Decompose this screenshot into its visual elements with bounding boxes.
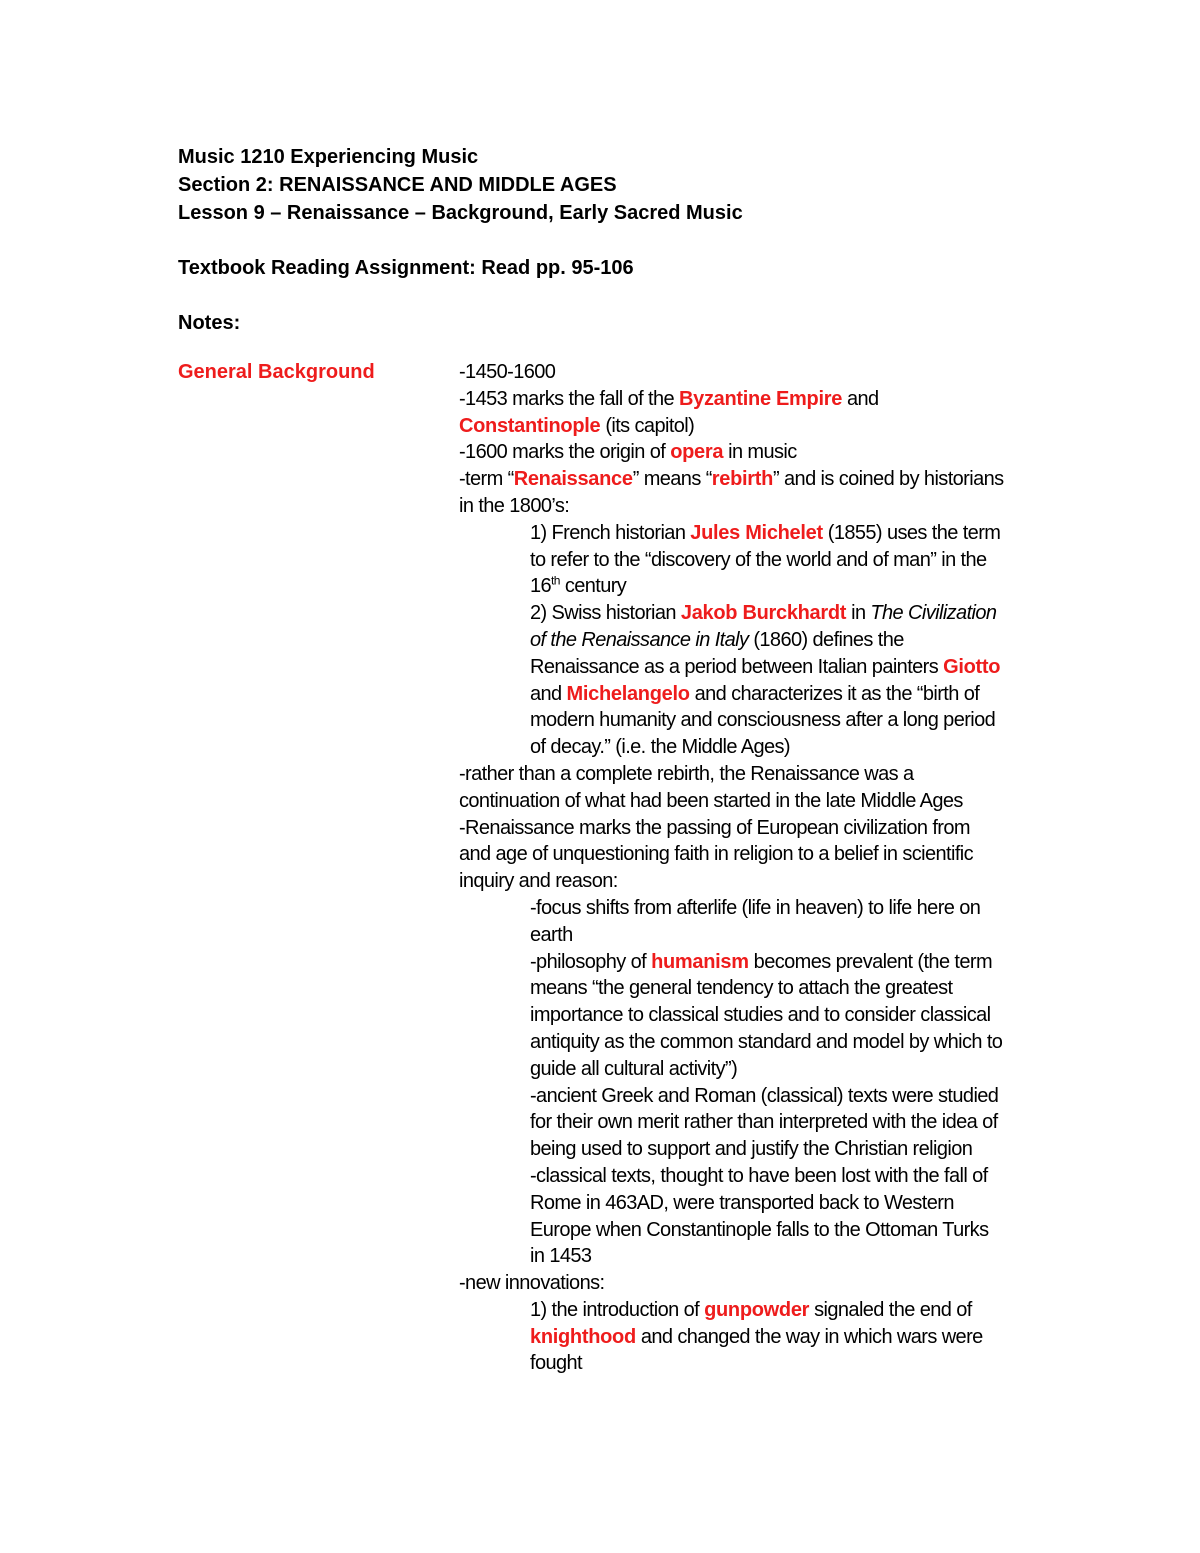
note-line bbox=[459, 573, 1039, 600]
course-title: Music 1210 Experiencing Music bbox=[178, 146, 479, 168]
note-line bbox=[459, 949, 1039, 976]
note-line bbox=[459, 359, 1039, 386]
highlighted-term: Renaissance bbox=[513, 468, 633, 491]
note-line bbox=[459, 1217, 1039, 1244]
note-line bbox=[459, 1029, 1039, 1056]
note-line bbox=[459, 1083, 1039, 1110]
note-text: being used to support and justify the Christian religion bbox=[530, 1138, 973, 1161]
note-text: inquiry and reason: bbox=[459, 870, 618, 893]
note-line bbox=[459, 841, 1039, 868]
superscript: th bbox=[551, 573, 560, 588]
note-text: ” and is coined by historians bbox=[773, 468, 1004, 491]
note-line bbox=[459, 1190, 1039, 1217]
note-line bbox=[459, 654, 1039, 681]
note-line bbox=[459, 493, 1039, 520]
note-text: importance to classical studies and to consider classical bbox=[530, 1004, 991, 1027]
notes-body bbox=[459, 359, 1039, 1377]
note-line bbox=[459, 895, 1039, 922]
note-text: in the 1800’s: bbox=[459, 494, 570, 517]
note-line bbox=[459, 547, 1039, 574]
note-line bbox=[459, 1324, 1039, 1351]
note-line bbox=[459, 600, 1039, 627]
note-text: guide all cultural activity”) bbox=[530, 1057, 738, 1080]
note-text: continuation of what had been started in the late Middle Ages bbox=[459, 789, 963, 812]
highlighted-term: gunpowder bbox=[704, 1298, 810, 1321]
note-text: in 1453 bbox=[530, 1245, 592, 1268]
note-line bbox=[459, 627, 1039, 654]
note-line bbox=[459, 466, 1039, 493]
note-line bbox=[459, 520, 1039, 547]
note-text: -1450-1600 bbox=[459, 361, 556, 383]
note-line bbox=[459, 707, 1039, 734]
note-text: -new innovations: bbox=[459, 1272, 605, 1295]
note-line bbox=[459, 1243, 1039, 1270]
note-line bbox=[459, 1297, 1039, 1324]
section-title: Section 2: RENAISSANCE AND MIDDLE AGES bbox=[178, 174, 617, 196]
note-text: (1860) defines the bbox=[748, 628, 904, 651]
note-text: (its capitol) bbox=[600, 414, 695, 437]
lesson-title: Lesson 9 – Renaissance – Background, Early Sacred Music bbox=[178, 202, 743, 224]
highlighted-term: knighthood bbox=[530, 1325, 636, 1348]
note-text: Renaissance as a period between Italian painters bbox=[530, 655, 944, 678]
note-line bbox=[459, 1270, 1039, 1297]
italic-title: The Civilization bbox=[870, 602, 997, 625]
note-text: and bbox=[530, 682, 567, 705]
highlighted-term: rebirth bbox=[711, 468, 774, 491]
document-header bbox=[178, 143, 1078, 337]
note-text: signaled the end of bbox=[809, 1298, 972, 1321]
note-text: means “the general tendency to attach the greatest bbox=[530, 977, 953, 1000]
note-text: modern humanity and consciousness after a long period bbox=[530, 709, 996, 732]
note-text: to refer to the “discovery of the world and of man” in the bbox=[530, 548, 987, 571]
note-text: -classical texts, thought to have been lost with the fall of bbox=[530, 1164, 988, 1187]
note-line bbox=[459, 1002, 1039, 1029]
note-text: in bbox=[846, 602, 871, 625]
highlighted-term: opera bbox=[670, 441, 724, 464]
note-text: -1453 marks the fall of the bbox=[459, 387, 679, 410]
note-text: earth bbox=[530, 923, 573, 946]
note-line bbox=[459, 922, 1039, 949]
note-text: -rather than a complete rebirth, the Renaissance was a bbox=[459, 762, 914, 785]
note-text: -ancient Greek and Roman (classical) texts were studied bbox=[530, 1084, 999, 1107]
note-line bbox=[459, 761, 1039, 788]
note-text: Europe when Constantinople falls to the Ottoman Turks bbox=[530, 1218, 989, 1241]
note-line bbox=[459, 1109, 1039, 1136]
note-text: -focus shifts from afterlife (life in heaven) to life here on bbox=[530, 896, 981, 919]
note-line bbox=[459, 439, 1039, 466]
italic-title: of the Renaissance in Italy bbox=[530, 628, 749, 651]
notes-label: Notes: bbox=[178, 312, 241, 334]
note-text: antiquity as the common standard and model by which to bbox=[530, 1030, 1003, 1053]
note-text: -1600 marks the origin of bbox=[459, 441, 671, 464]
note-text: and bbox=[842, 387, 879, 410]
highlighted-term: Giotto bbox=[943, 655, 1001, 678]
note-line bbox=[459, 1163, 1039, 1190]
note-text: becomes prevalent (the term bbox=[748, 950, 993, 973]
note-text: 2) Swiss historian bbox=[530, 602, 681, 625]
note-line bbox=[459, 1136, 1039, 1163]
note-text: ” means “ bbox=[632, 468, 712, 491]
note-text: 16 bbox=[530, 575, 552, 598]
note-line bbox=[459, 681, 1039, 708]
note-line bbox=[459, 975, 1039, 1002]
note-line bbox=[459, 1350, 1039, 1377]
note-text: -term “ bbox=[459, 468, 514, 491]
note-line bbox=[459, 386, 1039, 413]
note-text: fought bbox=[530, 1352, 583, 1375]
highlighted-term: Byzantine Empire bbox=[679, 387, 843, 410]
note-line bbox=[459, 815, 1039, 842]
note-line bbox=[459, 788, 1039, 815]
note-text: 1) French historian bbox=[530, 521, 691, 544]
reading-assignment: Textbook Reading Assignment: Read pp. 95-106 bbox=[178, 257, 634, 279]
highlighted-term: Jules Michelet bbox=[690, 521, 823, 544]
note-text: -philosophy of bbox=[530, 950, 652, 973]
note-line bbox=[459, 413, 1039, 440]
note-text: for their own merit rather than interpreted with the idea of bbox=[530, 1111, 998, 1134]
highlighted-term: Michelangelo bbox=[566, 682, 690, 705]
note-text: of decay.” (i.e. the Middle Ages) bbox=[530, 736, 790, 759]
highlighted-term: Jakob Burckhardt bbox=[680, 602, 847, 625]
highlighted-term: humanism bbox=[651, 950, 749, 973]
note-text: 1) the introduction of bbox=[530, 1298, 705, 1321]
note-text: and age of unquestioning faith in religion to a belief in scientific bbox=[459, 843, 974, 866]
note-text: -Renaissance marks the passing of European civilization from bbox=[459, 816, 970, 839]
note-text: century bbox=[559, 575, 627, 598]
note-text: Rome in 463AD, were transported back to Western bbox=[530, 1191, 954, 1214]
section-heading: General Background bbox=[178, 361, 375, 383]
note-text: in music bbox=[723, 441, 797, 464]
note-text: and changed the way in which wars were bbox=[635, 1325, 983, 1348]
note-line bbox=[459, 734, 1039, 761]
note-text: (1855) uses the term bbox=[822, 521, 1001, 544]
note-line bbox=[459, 1056, 1039, 1083]
note-line bbox=[459, 868, 1039, 895]
highlighted-term: Constantinople bbox=[459, 414, 601, 437]
note-text: and characterizes it as the “birth of bbox=[689, 682, 980, 705]
